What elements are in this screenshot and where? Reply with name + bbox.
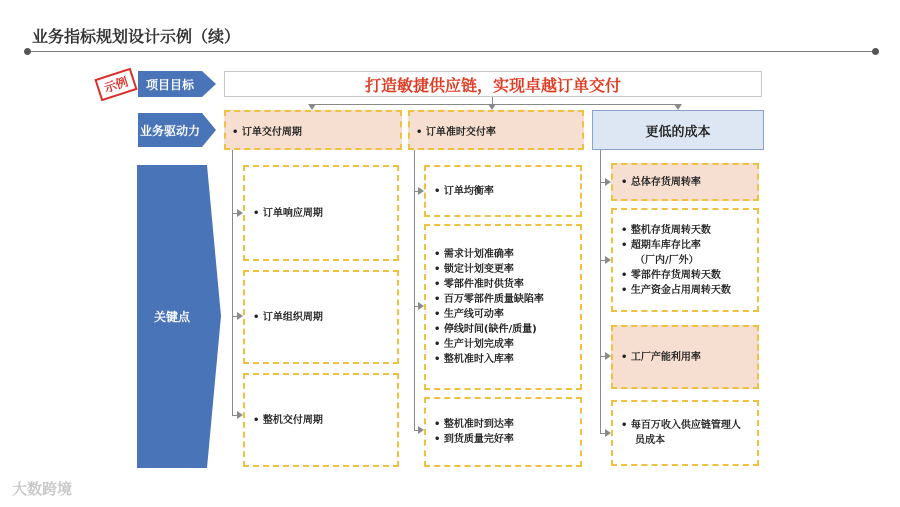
side-arrow-tip bbox=[202, 113, 216, 147]
connector bbox=[232, 150, 233, 416]
kpi-item: • 生产线可动率 bbox=[434, 309, 504, 320]
connector bbox=[414, 150, 415, 430]
goal-box: 打造敏捷供应链，实现卓越订单交付 bbox=[224, 71, 762, 97]
divider-dot-right bbox=[872, 48, 879, 55]
kpi-item: • 整机存货周转天数 bbox=[621, 224, 711, 236]
example-stamp: 示例 bbox=[94, 68, 137, 102]
divider-dot-left bbox=[24, 48, 31, 55]
driver-on-time-rate bbox=[408, 110, 584, 150]
kpi-item: • 需求计划准确率 bbox=[434, 249, 514, 260]
kpi-item: • 总体存货周转率 bbox=[621, 176, 701, 188]
kpi-card bbox=[611, 400, 759, 466]
kpi-item: • 零部件存货周转天数 bbox=[621, 269, 721, 281]
page-title: 业务指标规划设计示例（续） bbox=[32, 27, 241, 46]
kpi-item: • 零部件准时供货率 bbox=[434, 279, 524, 290]
side-label-key: 关键点 bbox=[137, 165, 207, 468]
connector bbox=[600, 150, 601, 433]
watermark-logo: 大数跨境 bbox=[12, 480, 73, 498]
kpi-item: • 到货质量完好率 bbox=[434, 434, 514, 445]
kpi-card bbox=[424, 224, 582, 390]
kpi-card bbox=[611, 325, 759, 389]
kpi-item: • 每百万收入供应链管理人 bbox=[621, 420, 741, 431]
kpi-card bbox=[243, 165, 399, 261]
kpi-card bbox=[243, 373, 399, 467]
kpi-item-cont: 员成本 bbox=[635, 435, 665, 446]
kpi-item: • 生产资金占用周转天数 bbox=[621, 284, 731, 296]
connector bbox=[492, 97, 493, 104]
kpi-item: • 生产计划完成率 bbox=[434, 339, 514, 350]
kpi-item: • 整机交付周期 bbox=[253, 414, 323, 426]
driver-order-cycle bbox=[224, 110, 402, 150]
kpi-item: • 订单均衡率 bbox=[434, 185, 494, 197]
side-arrow-tip bbox=[207, 165, 221, 468]
driver-lower-cost: 更低的成本 bbox=[592, 110, 764, 150]
kpi-item: • 整机准时入库率 bbox=[434, 354, 514, 365]
kpi-item: • 整机准时到达率 bbox=[434, 419, 514, 430]
driver-label: • 订单交付周期 bbox=[232, 126, 302, 138]
kpi-item: • 工厂产能利用率 bbox=[621, 351, 701, 363]
kpi-card bbox=[243, 270, 399, 364]
side-label-driver: 业务驱动力 bbox=[138, 113, 202, 147]
kpi-item: • 订单组织周期 bbox=[253, 311, 323, 323]
kpi-item: • 停线时间(缺件/质量) bbox=[434, 324, 537, 335]
kpi-item: • 锁定计划变更率 bbox=[434, 264, 514, 275]
driver-label: • 订单准时交付率 bbox=[416, 126, 496, 138]
kpi-card bbox=[424, 165, 582, 217]
title-divider bbox=[28, 51, 876, 52]
kpi-card bbox=[424, 397, 582, 467]
kpi-item-note: （厂内/厂外） bbox=[635, 254, 699, 266]
kpi-card bbox=[611, 208, 759, 312]
kpi-card bbox=[611, 163, 759, 201]
side-label-goal: 项目目标 bbox=[138, 71, 202, 97]
kpi-item: • 超期车库存比率 bbox=[621, 239, 701, 251]
side-arrow-tip bbox=[202, 71, 216, 97]
kpi-item: • 百万零部件质量缺陷率 bbox=[434, 294, 544, 305]
kpi-item: • 订单响应周期 bbox=[253, 207, 323, 219]
